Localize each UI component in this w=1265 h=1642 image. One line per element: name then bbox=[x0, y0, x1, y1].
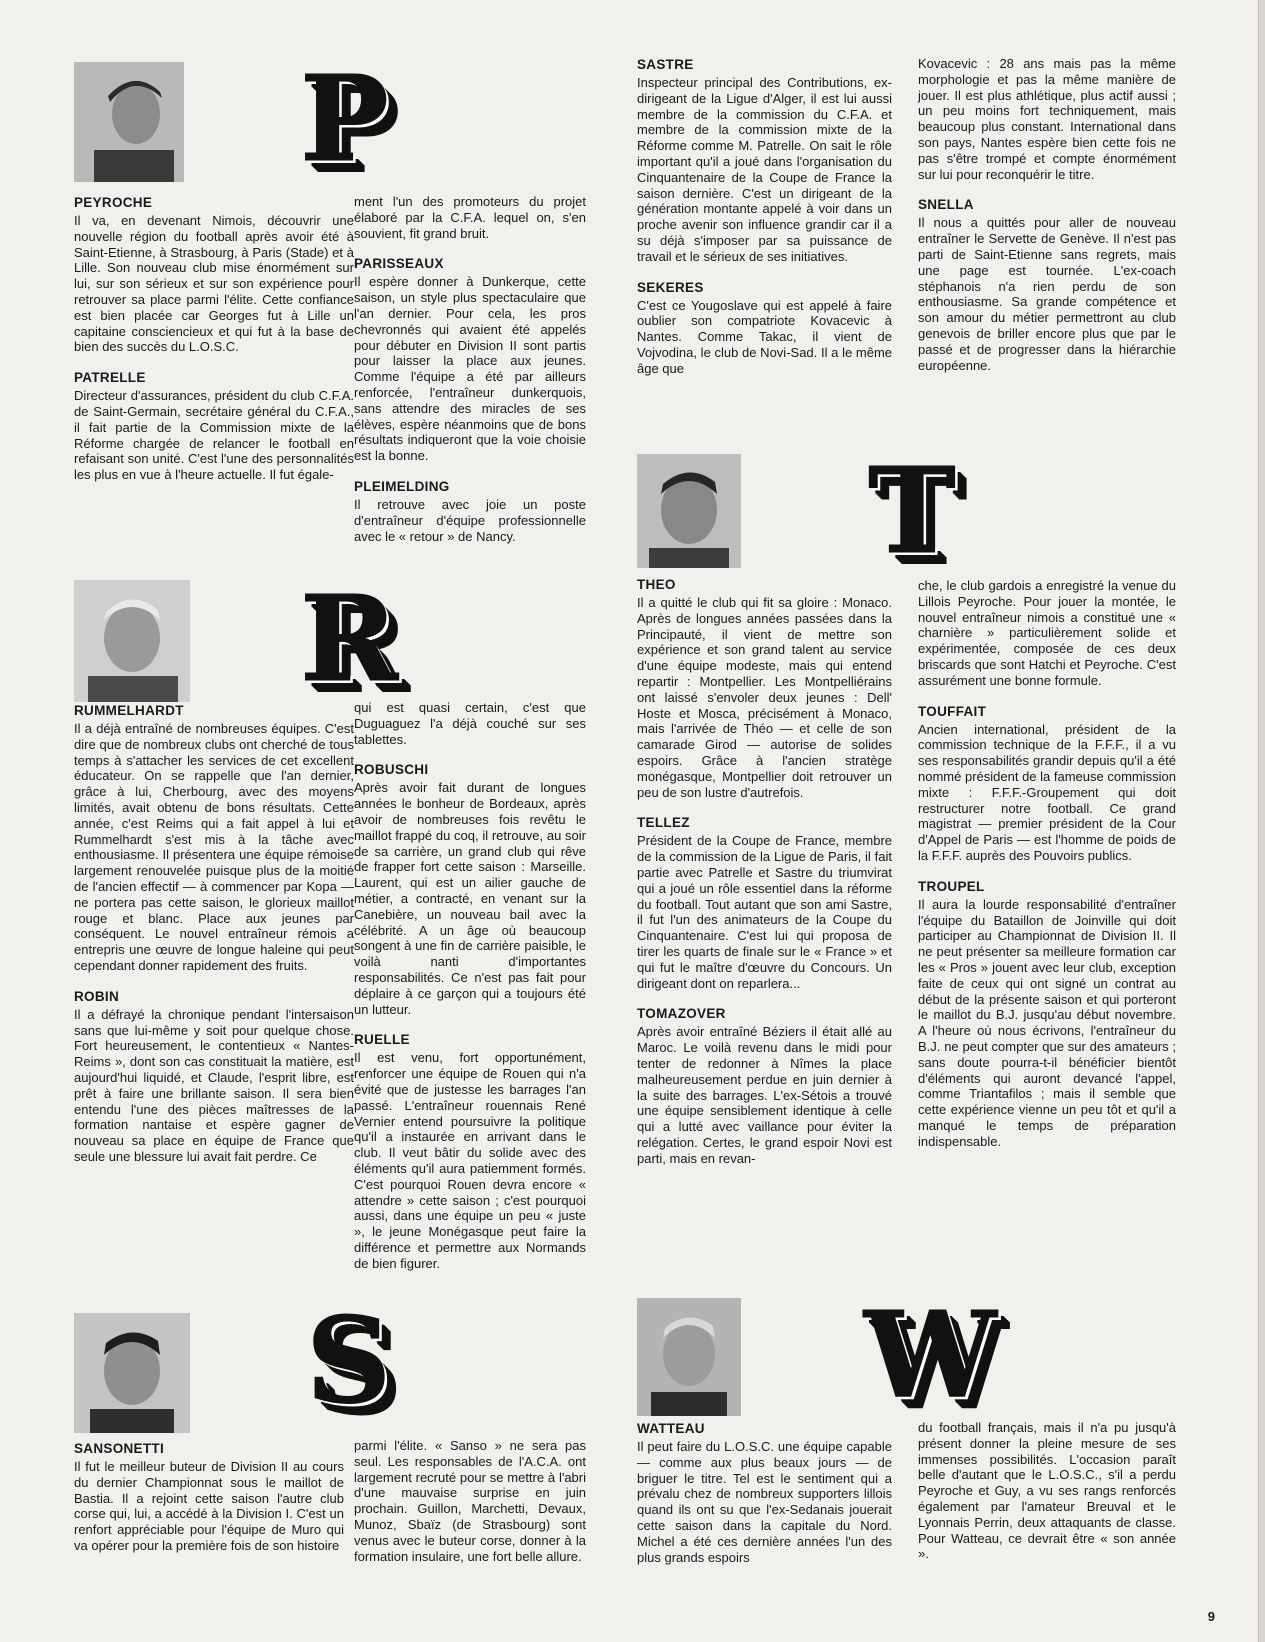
column-c-block-2 bbox=[637, 576, 892, 1167]
entry-text: Il a déjà entraîné de nombreuses équipes. C'est dire que de nombreux clubs ont cherché de tous temps à s'attacher les services de cet excellent éducateur. On se rappelle que l'an dernier, grâce à lui, Cherbourg, avec des moyens limités, avait obtenu de bons résultats. Cette année, c'est Reims qui a fait appel à lui et Rummelhardt s'est mis à la tâche avec enthousiasme. Il présentera une équipe rémoise largement renouvelée puisque plus de la moitié de l'ancien effectif — à commencer par Kopa — ne portera pas cette saison, le glorieux maillot rouge et blanc. Place aux jeunes par conséquent. Le nouvel entraîneur rémois a entrepris une œuvre de longue haleine qui peut cependant donner rapidement des fruits. bbox=[74, 721, 354, 973]
entry-title: TOMAZOVER bbox=[637, 1006, 726, 1022]
column-d-block-2 bbox=[918, 578, 1176, 1150]
section-letter-w: W bbox=[864, 1285, 997, 1424]
entry-text: Il nous a quittés pour aller de nouveau entraîner le Servette de Genève. Il n'est pas parti de Saint-Etienne sans regrets, mais une page est tournée. L'ex-coach stéphanois n'a rien perdu de son enthousiasme. Sa grande compétence et son amour du métier permettront au club genevois de briller encore plus que par le passé et de progresser dans la hiérarchie européenne. bbox=[918, 215, 1176, 373]
section-letter-t: T bbox=[868, 441, 956, 580]
entry-title: RUMMELHARDT bbox=[74, 703, 184, 718]
entry-ruelle bbox=[354, 1031, 586, 1271]
entry-text: ment l'un des promoteurs du projet élaboré par la C.F.A. lequel on, s'en souvient, fit grand bruit. bbox=[354, 194, 586, 241]
entry-text: Après avoir entraîné Béziers il était allé au Maroc. Le voilà revenu dans le midi pour tenter de redonner à Nîmes la place malheureusement perdue en juin dernier à la suite des barrages. L'ex-Sétois a trouvé une équipe sensiblement identique à celle qui a lutté avec vaillance pour éviter la relégation. Certes, le grand espoir Novi est parti, mais en revan- bbox=[637, 1024, 892, 1166]
entry-text: Il a quitté le club qui fit sa gloire : Monaco. Après de longues années passées dans la Principauté, il vient de mettre son expérience et son grand talent au service d'une équipe modeste, mais qui entend repartir : Montpellier. Les Montpelliérains ont laissé s'envoler deux jeunes : Dell' Hoste et Mosca, précisément à Monaco, mais l'arrivée de Théo — et celle de son camarade Girod — autorise de solides espoirs. Grâce à l'ancien stratège monégasque, Montpellier doit retrouver un peu de son lustre d'autrefois. bbox=[637, 595, 892, 800]
column-d-block-1 bbox=[918, 56, 1176, 373]
column-b-block-1 bbox=[354, 194, 586, 544]
entry-text: du football français, mais il n'a pu jusqu'à présent donner la pleine mesure de ses immenses possibilités. L'occasion paraît belle d'autant que le L.O.S.C., s'il a perdu Peyroche et Guy, a vu ses rangs renforcés également par l'amateur Breuval et le Lyonnais Perrin, deux attaquants de classe. Pour Watteau, ce devrait être « son année ». bbox=[918, 1420, 1176, 1562]
entry-text: Il va, en devenant Nimois, découvrir une nouvelle région du football après avoir été à Saint-Etienne, à Strasbourg, à Paris (Stade) et à Lille. Son nouveau club mise énormément sur lui, sur son sérieux et sur son expérience pour retrouver sa place parmi l'élite. Cette confiance est bien placée car Georges fut à Lille un capitaine consciencieux et qui fut à la base de bien des succès du L.O.S.C. bbox=[74, 213, 354, 355]
entry-text: Il fut le meilleur buteur de Division II au cours du dernier Championnat sous le maillot de Bastia. Il a rejoint cette saison l'autre club corse qui, lui, a accédé à la Division I. C'est un renfort appréciable pour l'équipe de Muro qui va opérer pour la première fois de son histoire bbox=[74, 1459, 344, 1553]
entry-tellez bbox=[637, 814, 892, 991]
entry-text: Inspecteur principal des Contributions, ex-dirigeant de la Ligue d'Alger, il est lui aussi membre de la commission du C.F.A. et membre de la commission mixte de la Réforme comme M. Patrelle. On sait le rôle important qu'il a joué dans l'organisation du Cinquantenaire de la Coupe de France la saison dernière. C'est un dirigeant de la génération montante appelé à voir dans un proche avenir son influence grandir car il a su déjà s'imposer par sa puissance de travail et le sérieux de ses initiatives. bbox=[637, 75, 892, 264]
column-b-block-2 bbox=[354, 700, 586, 1272]
entry-title: ROBUSCHI bbox=[354, 762, 429, 778]
entry-title: TOUFFAIT bbox=[918, 703, 987, 719]
section-letter-p: P bbox=[300, 49, 389, 188]
entry-rummelhardt bbox=[74, 702, 354, 974]
entry-robin bbox=[74, 988, 354, 1165]
entry-text: qui est quasi certain, c'est que Duguaguez l'a déjà couché sur ses tablettes. bbox=[354, 700, 586, 747]
entry-touffait bbox=[918, 703, 1176, 864]
entry-pleimelding bbox=[354, 478, 586, 544]
entry-text: Il aura la lourde responsabilité d'entraîner l'équipe du Bataillon de Joinville qui doit participer au Championnat de Division II. Il ne peut présenter sa meilleure formation car les « Pros » jouent avec leur club, exception faite de ceux qui ont signé un contrat au début de la présente saison et qui porteront le maillot du B.J. jusqu'au début novembre. A l'heure où nous écrivons, l'entraîneur du B.J. ne peut compter que sur des amateurs ; sans doute pourra-t-il bénéficier bientôt d'éléments qui auront devancé l'appel, comme Triantafilos ; mais il semble que cette expérience vienne un peu tôt et qu'il a manqué le temps de préparation indispensable. bbox=[918, 896, 1176, 1149]
column-a-block-3 bbox=[74, 1440, 344, 1554]
entry-sastre bbox=[637, 56, 892, 265]
entry-text: Il a défrayé la chronique pendant l'intersaison sans que lui-même y soit pour quelque chose. Fort heureusement, le contentieux « Nantes-Reims », dont son cas constituait la matière, est aujourd'hui liquidé, et Claude, l'esprit libre, est prêt à faire une brillante saison. Il sera bien entendu l'une des pièces maîtresses de la formation nantaise et espère gagner de nouveau sa place en équipe de France que seule une blessure lui avait fait perdre. Ce bbox=[74, 1006, 354, 1164]
column-d-block-3 bbox=[918, 1420, 1176, 1562]
column-c-block-3 bbox=[637, 1420, 892, 1565]
entry-text: C'est ce Yougoslave qui est appelé à faire oublier son compatriote Kovacevic à Nantes. Comme Takac, il vient de Vojvodina, le club de Novi-Sad. Il a le même âge que bbox=[637, 297, 892, 376]
entry-text: Président de la Coupe de France, membre de la commission de la Ligue de Paris, il fait partie avec Patrelle et Sastre du triumvirat qui a joué un rôle essentiel dans la réforme du football. Tout autant que son ami Sastre, il fut l'un des animateurs de la Coupe du Cinquantenaire. C'est lui qui proposa de tirer les quarts de finale sur le « France » et qui fut le maître d'œuvre du Concours. Un dirigeant dont on reparlera... bbox=[637, 833, 892, 991]
entry-title: SASTRE bbox=[637, 57, 694, 72]
entry-text: che, le club gardois a enregistré la venue du Lillois Peyroche. Pour jouer la montée, le nouvel entraîneur nimois a constitué une « charnière » particulièrement solide et expérimentée, composée de ces deux briscards que sont Hatchi et Peyroche. C'est assurément une bonne formule. bbox=[918, 578, 1176, 688]
page-number: 9 bbox=[1207, 1609, 1215, 1624]
section-letter-s: S bbox=[306, 1291, 392, 1430]
entry-continuation bbox=[354, 194, 586, 241]
column-a-block-2 bbox=[74, 702, 354, 1165]
entry-sansonetti bbox=[74, 1440, 344, 1554]
entry-continuation bbox=[918, 1420, 1176, 1562]
entry-theo bbox=[637, 576, 892, 800]
entry-continuation bbox=[354, 700, 586, 747]
column-b-block-3 bbox=[354, 1438, 586, 1564]
entry-snella bbox=[918, 196, 1176, 373]
entry-patrelle bbox=[74, 369, 354, 483]
entry-parisseaux bbox=[354, 255, 586, 464]
entry-title: PLEIMELDING bbox=[354, 478, 450, 494]
entry-title: TELLEZ bbox=[637, 815, 690, 831]
entry-title: WATTEAU bbox=[637, 1421, 705, 1436]
entry-tomazover bbox=[637, 1005, 892, 1166]
entry-text: Ancien international, président de la commission technique de la F.F.F., il a vu ses responsabilités grandir depuis qu'il a été nommé président de la fameuse commission mixte : F.F.F.-Groupement qui doit restructurer notre football. Ce grand magistrat — premier président de la Cour d'Appel de Paris — est l'homme de poids de la F.F.F. auprès des Pouvoirs publics. bbox=[918, 721, 1176, 863]
entry-text: Directeur d'assurances, président du club C.F.A. de Saint-Germain, secrétaire général du C.F.A., il fait partie de la Commission mixte de la Réforme chargée de relancer le football en refaisant son unité. C'est l'une des personnalités les plus en vue à l'heure actuelle. Il fut égale- bbox=[74, 388, 354, 483]
entry-text: Après avoir fait durant de longues années le bonheur de Bordeaux, après avoir de nombreuses fois revêtu le maillot frappé du coq, il retrouve, au soir de sa carrière, un grand club qui rêve de frapper fort cette saison : Marseille. Laurent, qui est un ailier gauche de métier, a contracté, en venant sur la Canebière, un nouveau bail avec la célébrité. A un âge où beaucoup songent à une fin de carrière paisible, le voilà nanti d'importantes responsabilités. Ce n'est pas fait pour déplaire à ce garçon qui a toujours été un lutteur. bbox=[354, 780, 586, 1017]
portrait-photo-theo bbox=[637, 454, 741, 568]
entry-continuation bbox=[354, 1438, 586, 1564]
column-a-block-1 bbox=[74, 194, 354, 483]
entry-text: Il peut faire du L.O.S.C. une équipe capable — comme aux plus beaux jours — de briguer le titre. Tel est le sentiment qui a prévalu chez de nombreux supporters lillois quand ils ont su que l'ex-Sedanais jouerait cette saison dans la capitale du Nord. Michel a été ces dernière années l'un des plus grands espoirs bbox=[637, 1439, 892, 1565]
entry-watteau bbox=[637, 1420, 892, 1565]
entry-text: Il espère donner à Dunkerque, cette saison, un style plus spectaculaire que l'an dernier. Pour cela, les pros chevronnés qui avaient été appelés pour débuter en Division II sont partis pour laisser la place aux jeunes. Comme l'équipe a été par ailleurs renforcée, l'entraîneur dunkerquois, sans attendre des miracles de ses élèves, espère néanmoins que de bons résultats indiqueront que la voie choisie est la bonne. bbox=[354, 274, 586, 464]
entry-text: parmi l'élite. « Sanso » ne sera pas seul. Les responsables de l'A.C.A. ont largement recruté pour se mettre à l'abri d'une mauvaise surprise en juin prochain. Guillon, Marchetti, Devaux, Munoz, Sbaïz (de Strasbourg) sont venus avec le buteur corse, donner à la formation insulaire, une fort belle allure. bbox=[354, 1438, 586, 1564]
entry-title: SNELLA bbox=[918, 197, 974, 213]
entry-text: Il est venu, fort opportunément, renforcer une équipe de Rouen qui n'a évité que de justesse les barrages l'an passé. L'entraîneur rouennais René Vernier entend poursuivre la politique qu'il a instaurée en arrivant dans le club. Il veut bâtir du solide avec des éléments qu'il aura patiemment formés. C'est pourquoi Rouen devra encore « attendre » cette saison ; c'est pourquoi aussi, dans une équipe un peu « juste », le jeune Monégasque peut faire la différence et permettre aux Normands de bien figurer. bbox=[354, 1050, 586, 1271]
entry-robuschi bbox=[354, 761, 586, 1017]
entry-title: THEO bbox=[637, 577, 676, 592]
section-letter-r: R bbox=[300, 569, 399, 708]
entry-troupel bbox=[918, 878, 1176, 1150]
entry-continuation bbox=[918, 56, 1176, 182]
entry-continuation bbox=[918, 578, 1176, 689]
entry-title: PARISSEAUX bbox=[354, 256, 444, 272]
entry-text: Kovacevic : 28 ans mais pas la même morphologie et pas la même manière de jouer. Il est plus athlétique, plus actif aussi ; un peu moins fort techniquement, mais beaucoup plus constant. International dans son pays, Nantes espère bien cette fois ne pas s'être trompé et compte énormément sur lui pour reconquérir le titre. bbox=[918, 56, 1176, 182]
entry-title: PATRELLE bbox=[74, 370, 146, 386]
entry-sekeres bbox=[637, 279, 892, 377]
portrait-photo-sansonetti bbox=[74, 1313, 190, 1433]
entry-title: SANSONETTI bbox=[74, 1441, 165, 1456]
entry-title: RUELLE bbox=[354, 1032, 410, 1048]
column-c-block-1 bbox=[637, 56, 892, 377]
entry-title: ROBIN bbox=[74, 988, 119, 1004]
portrait-photo-peyroche bbox=[74, 62, 184, 182]
entry-title: TROUPEL bbox=[918, 878, 985, 894]
entry-title: PEYROCHE bbox=[74, 195, 153, 210]
entry-text: Il retrouve avec joie un poste d'entraîneur d'équipe professionnelle avec le « retour » de Nancy. bbox=[354, 496, 586, 544]
entry-title: SEKERES bbox=[637, 279, 704, 295]
portrait-photo-rummelhardt bbox=[74, 580, 190, 702]
entry-peyroche bbox=[74, 194, 354, 355]
page-edge bbox=[1258, 0, 1265, 1642]
portrait-photo-watteau bbox=[637, 1298, 741, 1416]
